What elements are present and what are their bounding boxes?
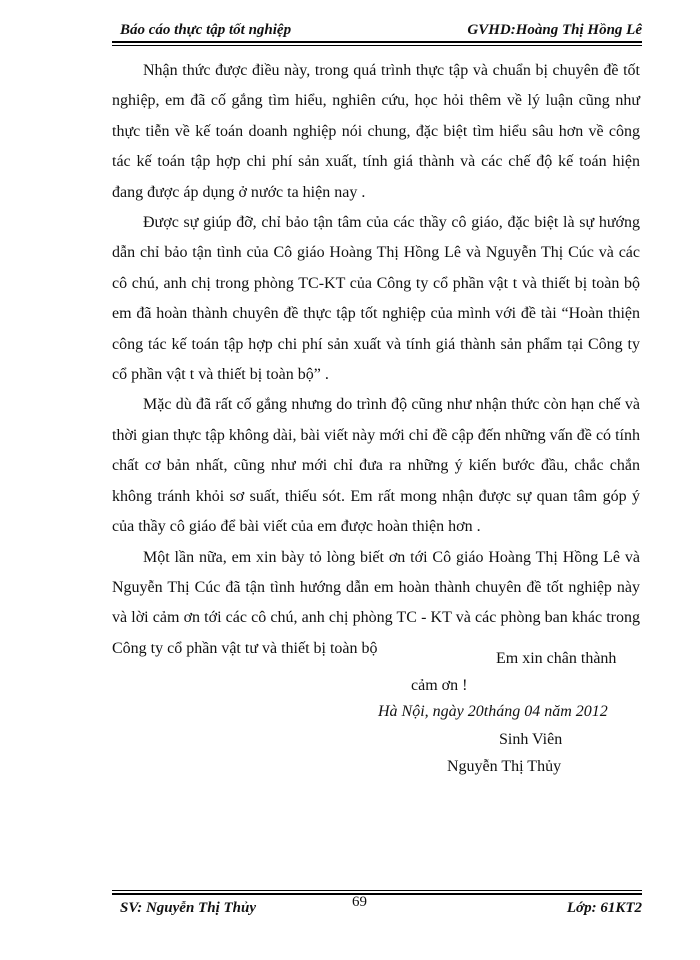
closing-thanks-line2: cảm ơn ! <box>411 677 468 694</box>
paragraph: Một lần nữa, em xin bày tỏ lòng biết ơn tới Cô giáo Hoàng Thị Hồng Lê và Nguyễn Thị Cúc đã tận tình hướng dẫn em hoàn thành chuyên đề tốt nghiệp này và lời cảm ơn tới các cô chú, anh chị phòng TC - KT và các phòng ban khác trong Công ty cổ phần vật tư và thiết bị toàn bộ <box>112 548 640 657</box>
signature-name: Nguyễn Thị Thủy <box>447 758 562 775</box>
page-number: 69 <box>352 894 367 910</box>
signature-place-date: Hà Nội, ngày 20tháng 04 năm 2012 <box>378 703 608 720</box>
paragraph: Được sự giúp đỡ, chỉ bảo tận tâm của các thầy cô giáo, đặc biệt là sự hướng dẫn chỉ bảo tận tình của Cô giáo Hoàng Thị Hồng Lê và Nguyễn Thị Cúc và các cô chú, anh chị trong phòng TC-KT của Công ty cổ phần vật t và thiết bị toàn bộ em đã hoàn thành chuyên đề thực tập tốt nghiệp của mình với đề tài “Hoàn thiện công tác kế toán tập hợp chi phí sản xuất và tính giá thành sản phẩm tại Công ty cổ phần vật t và thiết bị toàn bộ” . <box>112 214 640 384</box>
header-rule-thin <box>112 45 642 46</box>
header-supervisor: GVHD:Hoàng Thị Hồng Lê <box>467 22 642 38</box>
header-rule-thick <box>112 41 642 43</box>
closing-thanks-line1: Em xin chân thành <box>496 650 617 667</box>
header-report-title: Báo cáo thực tập tốt nghiệp <box>120 22 292 38</box>
paragraph: Nhận thức được điều này, trong quá trình thực tập và chuẩn bị chuyên đề tốt nghiệp, em đã cố gắng tìm hiểu, nghiên cứu, học hỏi thêm về lý luận cũng như thực tiễn về kế toán doanh nghiệp nói chung, đặc biệt tìm hiểu sâu hơn về công tác kế toán tập hợp chi phí sản xuất, tính giá thành và các chế độ kế toán hiện đang được áp dụng ở nước ta hiện nay . <box>112 62 640 201</box>
footer-student: SV: Nguyễn Thị Thủy <box>120 900 256 916</box>
footer-rule-thick <box>112 893 642 895</box>
page-header <box>112 22 642 42</box>
document-body <box>112 56 640 664</box>
footer-class: Lớp: 61KT2 <box>566 900 642 916</box>
page-footer <box>112 894 642 922</box>
footer-rule-thin <box>112 890 642 891</box>
signature-role: Sinh Viên <box>499 731 563 748</box>
paragraph: Mặc dù đã rất cố gắng nhưng do trình độ cũng như nhận thức còn hạn chế và thời gian thực tập không dài, bài viết này mới chỉ đề cập đến những vấn đề có tính chất cơ bản nhất, cũng như mới chỉ đưa ra những ý kiến bước đầu, chắc chắn không tránh khỏi sơ suất, thiếu sót. Em rất mong nhận được sự quan tâm góp ý của thầy cô giáo để bài viết của em được hoàn thiện hơn . <box>112 396 640 536</box>
